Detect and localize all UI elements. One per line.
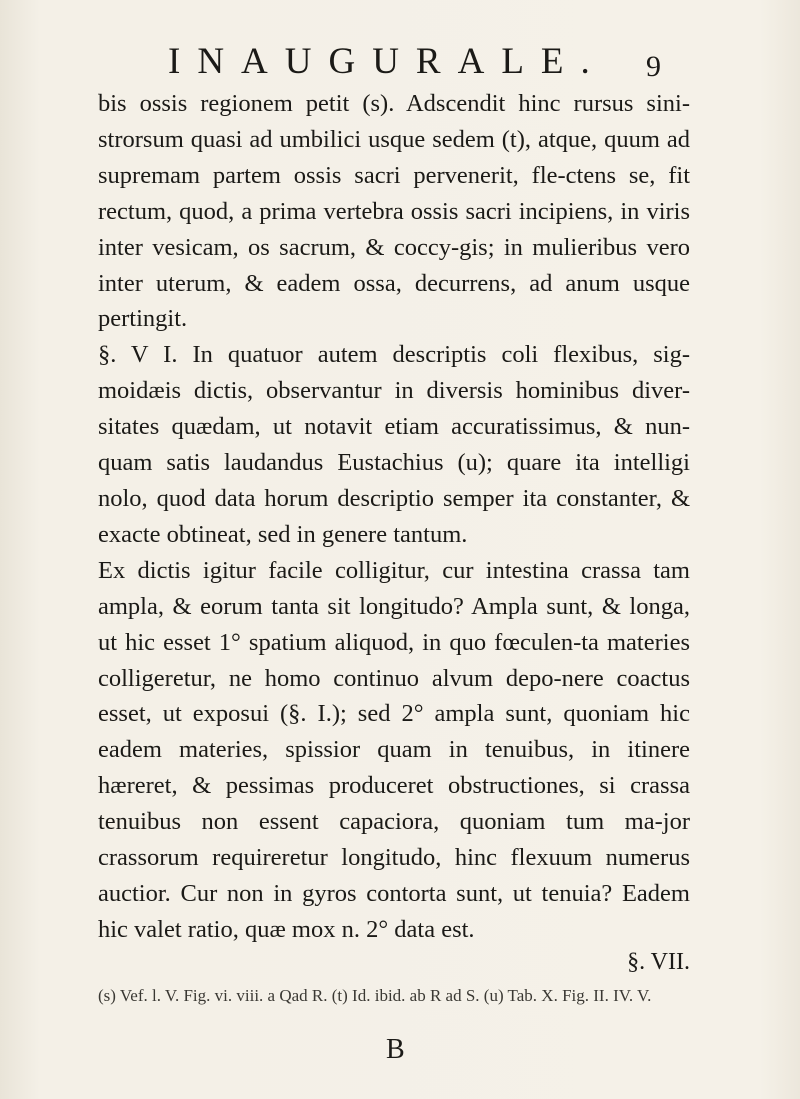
paragraph-1: bis ossis regionem petit (s). Adscendit hinc rursus sini-strorsum quasi ad umbilici usque sedem (t), atque, quum ad supremam partem ossis sacri pervenerit, fle-ctens se, fit rectum, quod, a prima vertebra ossis sacri incipiens, in viris inter vesicam, os sacrum, & coccy-gis; in mulieribus vero inter uterum, & eadem ossa, decurrens, ad anum usque pertingit.: [98, 90, 690, 333]
running-title: INAUGURALE.: [168, 41, 607, 82]
page-header: [0, 38, 800, 88]
body-text: [98, 86, 690, 948]
footnotes: (s) Vef. l. V. Fig. vi. viii. a Qad R. (t) Id. ibid. ab R ad S. (u) Tab. X. Fig. II. IV. V.: [98, 986, 652, 1005]
next-section-mark: §. VII.: [627, 949, 690, 975]
page-number: 9: [646, 50, 661, 83]
paragraph-2: §. V I. In quatuor autem descriptis coli flexibus, sig-moidæis dictis, observantur in diversis hominibus diver-sitates quædam, ut notavit etiam accuratissimus, & nun-quam satis laudandus Eustachius (u); quare ita intelligi nolo, quod data horum descriptio semper ita constanter, & exacte obtineat, sed in genere tantum.: [98, 341, 690, 548]
paragraph-3: Ex dictis igitur facile colligitur, cur intestina crassa tam ampla, & eorum tanta sit longitudo? Ampla sunt, & longa, ut hic esset 1° spatium aliquod, in quo fœculen-ta materies colligeretur, ne homo continuo alvum depo-nere coactus esset, ut exposui (§. I.); sed 2° ampla sunt, quoniam hic eadem materies, spissior quam in tenuibus, in itinere hæreret, & pessimas produceret obstructiones, si crassa tenuibus non essent capaciora, quoniam tum ma-jor crassorum requireretur longitudo, hinc flexuum numerus auctior. Cur non in gyros contorta sunt, ut tenuia? Eadem hic valet ratio, quæ mox n. 2° data est.: [98, 556, 690, 943]
signature-mark: B: [386, 1034, 405, 1065]
